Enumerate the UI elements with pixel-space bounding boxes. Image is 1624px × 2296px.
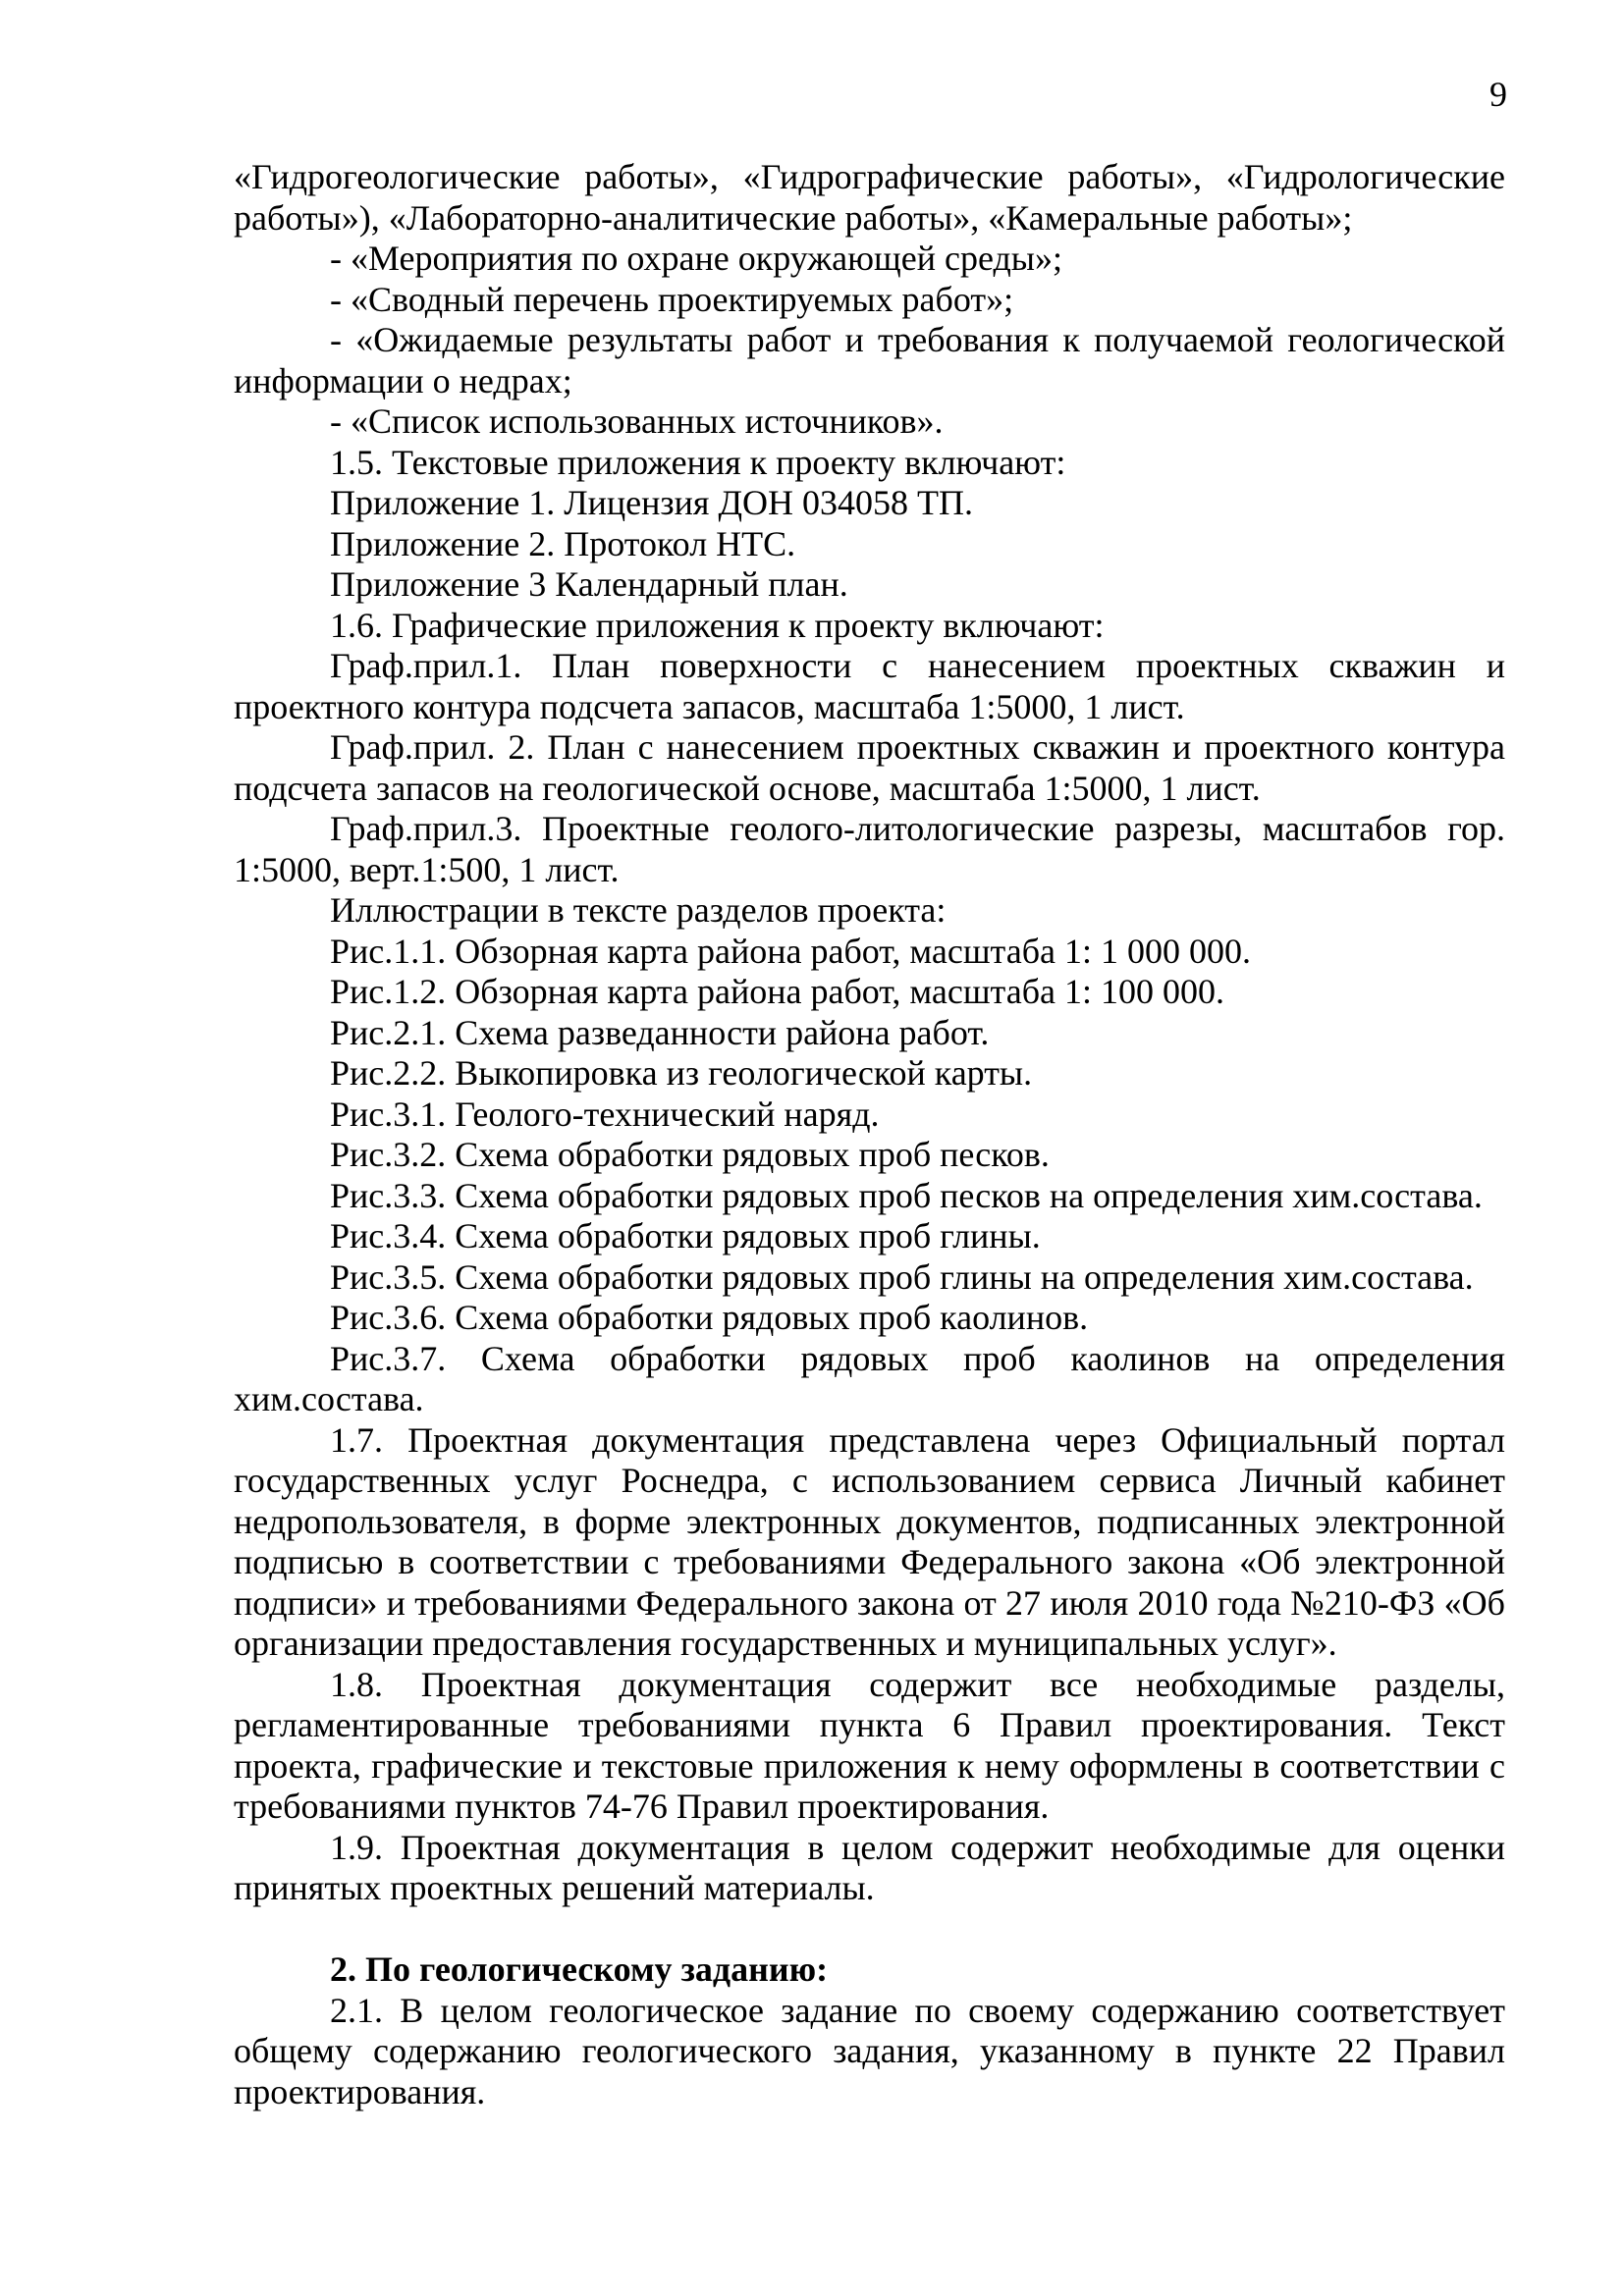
text-line: Рис.3.6. Схема обработки рядовых проб каолинов. xyxy=(330,1298,1089,1337)
text-line: подписью в соответствии с требованиями Федерального закона «Об электронной xyxy=(234,1542,1505,1581)
text-line: 1.9. Проектная документация в целом содержит необходимые для оценки xyxy=(330,1827,1505,1867)
text-line: Рис.2.2. Выкопировка из геологической карты. xyxy=(330,1053,1033,1093)
text-line: Приложение 1. Лицензия ДОН 034058 ТП. xyxy=(330,483,973,522)
text-line: Рис.3.3. Схема обработки рядовых проб песков на определения хим.состава. xyxy=(330,1175,1483,1215)
text-line: хим.состава. xyxy=(234,1379,424,1418)
text-line: Рис.3.1. Геолого-технический наряд. xyxy=(330,1094,880,1134)
text-line: принятых проектных решений материалы. xyxy=(234,1868,875,1907)
text-line: Рис.3.4. Схема обработки рядовых проб глины. xyxy=(330,1216,1041,1255)
text-line: - «Мероприятия по охране окружающей среды»; xyxy=(330,239,1062,278)
text-line: государственных услуг Роснедра, с использованием сервиса Личный кабинет xyxy=(234,1461,1505,1500)
text-line: подписи» и требованиями Федерального закона от 27 июля 2010 года №210-ФЗ «Об xyxy=(234,1582,1505,1623)
text-line: проектного контура подсчета запасов, масштаба 1:5000, 1 лист. xyxy=(234,686,1185,726)
text-line: организации предоставления государственных и муниципальных услуг». xyxy=(234,1624,1337,1663)
text-line: Приложение 2. Протокол НТС. xyxy=(330,523,796,563)
text-line: Граф.прил.3. Проектные геолого-литологические разрезы, масштабов гор. xyxy=(330,809,1505,848)
page-number: 9 xyxy=(1489,75,1507,114)
text-line: подсчета запасов на геологической основе, масштаба 1:5000, 1 лист. xyxy=(234,768,1261,808)
text-line: информации о недрах; xyxy=(234,360,572,400)
text-line: недропользователя, в форме электронных документов, подписанных электронной xyxy=(234,1501,1505,1541)
text-line: 1.8. Проектная документация содержит все необходимые разделы, xyxy=(330,1664,1505,1704)
text-line: общему содержанию геологического задания, указанному в пункте 22 Правил xyxy=(234,2031,1505,2070)
text-line: 2.1. В целом геологическое задание по своему содержанию соответствует xyxy=(330,1990,1505,2030)
text-line: «Гидрогеологические работы», «Гидрографические работы», «Гидрологические xyxy=(234,157,1505,196)
text-line: - «Сводный перечень проектируемых работ»; xyxy=(330,279,1014,319)
text-line: 1:5000, верт.1:500, 1 лист. xyxy=(234,849,620,889)
text-line: работы»), «Лабораторно-аналитические работы», «Камеральные работы»; xyxy=(234,197,1353,238)
text-line: Рис.2.1. Схема разведанности района работ. xyxy=(330,1012,990,1052)
text-line: Иллюстрации в тексте разделов проекта: xyxy=(330,890,947,930)
text-line: Приложение 3 Календарный план. xyxy=(330,564,848,604)
text-line: 1.6. Графические приложения к проекту включают: xyxy=(330,605,1105,645)
text-line: регламентированные требованиями пункта 6 Правил проектирования. Текст xyxy=(234,1705,1505,1744)
section-heading: 2. По геологическому заданию: xyxy=(330,1949,829,1989)
text-line: проектирования. xyxy=(234,2071,486,2111)
text-line: 1.7. Проектная документация представлена через Официальный портал xyxy=(330,1419,1505,1460)
blank-line xyxy=(234,1909,1505,1950)
text-line: проекта, графические и текстовые приложения к нему оформлены в соответствии с xyxy=(234,1745,1505,1786)
text-line: Рис.1.2. Обзорная карта района работ, масштаба 1: 100 000. xyxy=(330,972,1224,1011)
text-line: - «Список использованных источников». xyxy=(330,401,944,441)
text-line: Граф.прил.1. План поверхности с нанесением проектных скважин и xyxy=(330,646,1505,685)
text-line: 1.5. Текстовые приложения к проекту включают: xyxy=(330,442,1066,482)
text-line: Рис.3.5. Схема обработки рядовых проб глины на определения хим.состава. xyxy=(330,1256,1474,1297)
text-line: Граф.прил. 2. План с нанесением проектных скважин и проектного контура xyxy=(330,727,1505,767)
text-line: Рис.1.1. Обзорная карта района работ, масштаба 1: 1 000 000. xyxy=(330,931,1251,971)
text-line: требованиями пунктов 74-76 Правил проектирования. xyxy=(234,1787,1050,1826)
text-line: - «Ожидаемые результаты работ и требования к получаемой геологической xyxy=(330,320,1505,359)
text-line: Рис.3.2. Схема обработки рядовых проб песков. xyxy=(330,1135,1050,1174)
text-line: Рис.3.7. Схема обработки рядовых проб каолинов на определения xyxy=(330,1338,1505,1378)
